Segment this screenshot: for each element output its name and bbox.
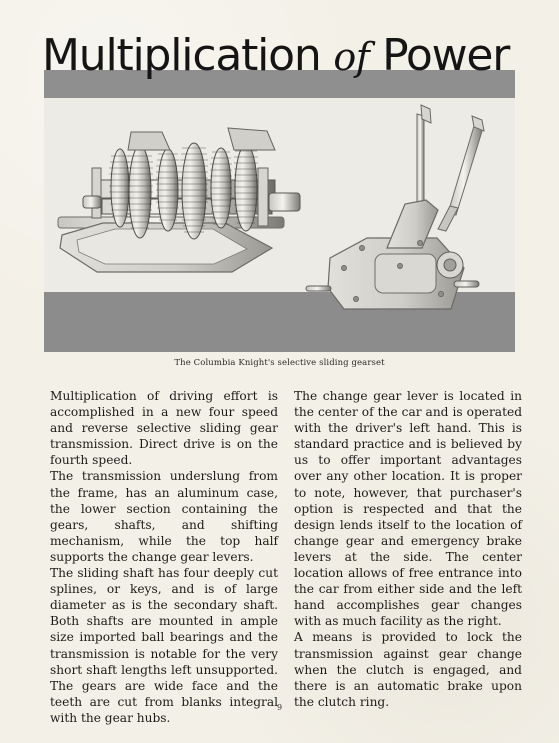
title-part-multiplication: Multiplication: [42, 30, 321, 81]
transmission-illustration: [44, 98, 515, 352]
left-paragraph-2: The transmission underslung from the frame, has an aluminum case, the lower section containing the gears, shafts, and shifting mechanism, while the top half supports the change gear levers.: [50, 469, 278, 564]
transmission-casing-illustration: [306, 105, 484, 309]
illustration-caption: The Columbia Knight's selective sliding gearset: [174, 358, 385, 368]
title-part-power: Power: [382, 30, 510, 81]
right-text-column: [294, 388, 522, 710]
right-paragraph-1: The change gear lever is located in the center of the car and is operated with the driver's left hand. This is standard practice and is believed by us to offer important advantages over any other location. It is proper to note, however, that purchaser's option is respected and that the design lends itself to the location of change gear and emergency brake levers at the side. The center location allows of free entrance into the car from either side and the left hand accomplishes gear changes with as much facility as the right.: [294, 389, 522, 629]
page-number: 9: [276, 703, 283, 712]
gearset-illustration: [58, 128, 300, 272]
illustration-panel: [44, 98, 515, 352]
page-title: [42, 30, 520, 104]
left-text-column: [50, 388, 278, 726]
right-paragraph-2: A means is provided to lock the transmission against gear change when the clutch is engaged, and there is an automatic brake upon the clutch ring.: [294, 630, 522, 709]
left-paragraph-3: The sliding shaft has four deeply cut splines, or keys, and is of large diameter as is the secondary shaft. Both shafts are mounted in ample size imported ball bearings and the transmission is notable for the very short shaft lengths left unsupported. The gears are wide face and the teeth are cut from blanks integral with the gear hubs.: [50, 566, 278, 725]
left-paragraph-1: Multiplication of driving effort is accomplished in a new four speed and reverse selective sliding gear transmission. Direct drive is on the fourth speed.: [50, 389, 278, 468]
title-part-of: of: [333, 35, 370, 79]
